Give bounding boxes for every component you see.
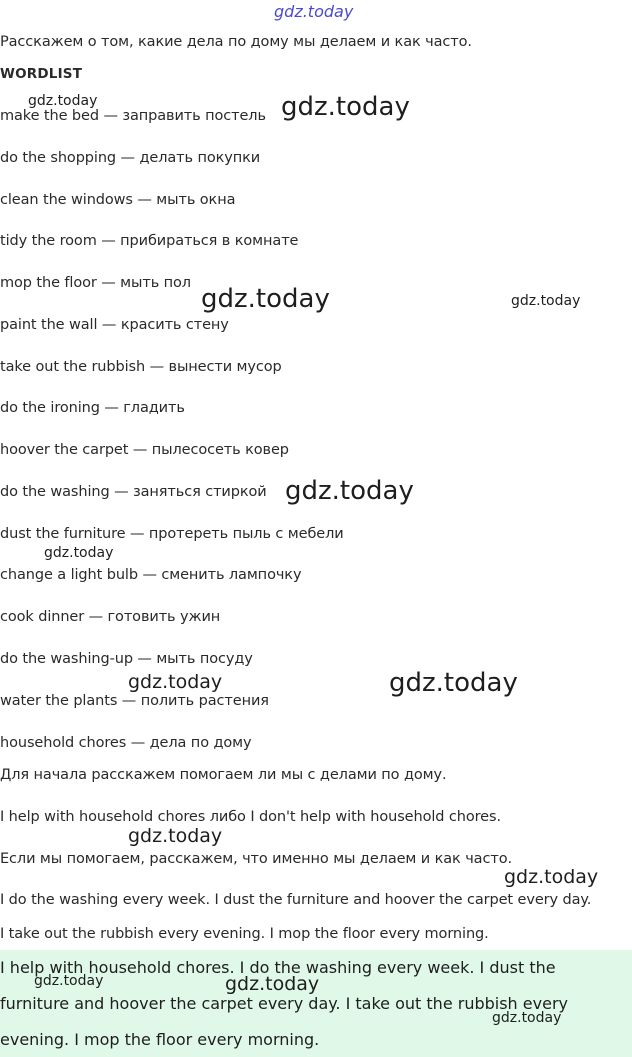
watermark: gdz.today [389, 668, 518, 698]
word-item: do the washing — заняться стиркой [0, 484, 267, 500]
watermark: gdz.today [281, 92, 410, 122]
word-item: household chores — дела по дому [0, 735, 252, 751]
word-item: do the ironing — гладить [0, 400, 185, 416]
watermark: gdz.today [504, 866, 599, 888]
watermark: gdz.today [225, 973, 320, 995]
word-item: make the bed — заправить постель [0, 108, 266, 124]
word-item: tidy the room — прибираться в комнате [0, 233, 299, 249]
answer-line: furniture and hoover the carpet every day. I take out the rubbish every [0, 994, 568, 1013]
word-item: take out the rubbish — вынести мусор [0, 359, 282, 375]
word-item: do the washing-up — мыть посуду [0, 651, 253, 667]
word-item: mop the floor — мыть пол [0, 275, 191, 291]
word-item: hoover the carpet — пылесосеть ковер [0, 442, 289, 458]
answer-line: I help with household chores. I do the washing every week. I dust the [0, 958, 556, 977]
word-item: dust the furniture — протереть пыль с мебели [0, 526, 344, 542]
top-watermark: gdz.today [274, 2, 354, 21]
text-line: I take out the rubbish every evening. I mop the floor every morning. [0, 926, 489, 942]
text-line: I help with household chores либо I don't help with household chores. [0, 809, 501, 825]
watermark: gdz.today [285, 476, 414, 506]
watermark: gdz.today [201, 284, 330, 314]
text-line: Если мы помогаем, расскажем, что именно мы делаем и как часто. [0, 851, 512, 867]
watermark: gdz.today [28, 93, 98, 109]
answer-line: evening. I mop the floor every morning. [0, 1030, 320, 1049]
word-item: cook dinner — готовить ужин [0, 609, 221, 625]
word-item: do the shopping — делать покупки [0, 150, 261, 166]
watermark: gdz.today [34, 973, 104, 989]
word-item: water the plants — полить растения [0, 693, 269, 709]
word-item: change a light bulb — сменить лампочку [0, 567, 302, 583]
watermark: gdz.today [511, 293, 581, 309]
watermark: gdz.today [492, 1010, 562, 1026]
wordlist-heading: WORDLIST [0, 66, 83, 82]
text-line: Для начала расскажем помогаем ли мы с делами по дому. [0, 767, 447, 783]
watermark: gdz.today [44, 545, 114, 561]
watermark: gdz.today [128, 825, 223, 847]
text-line: I do the washing every week. I dust the furniture and hoover the carpet every day. [0, 892, 592, 908]
intro-text: Расскажем о том, какие дела по дому мы делаем и как часто. [0, 34, 472, 50]
word-item: paint the wall — красить стену [0, 317, 229, 333]
watermark: gdz.today [128, 671, 223, 693]
word-item: clean the windows — мыть окна [0, 192, 236, 208]
